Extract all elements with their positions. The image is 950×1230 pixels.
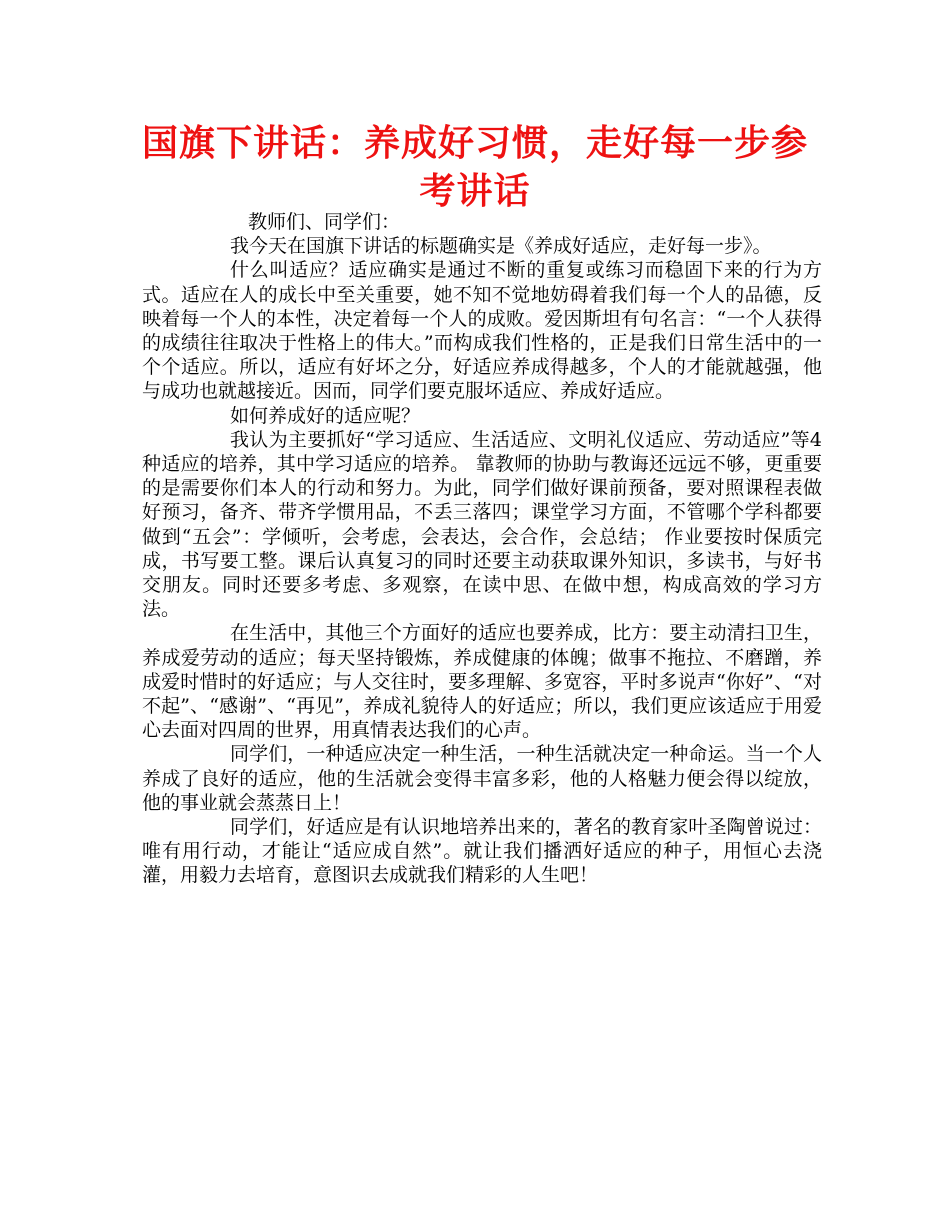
paragraph: 什么叫适应？适应确实是通过不断的重复或练习而稳固下来的行为方式。适应在人的成长中至关重要，她不知不觉地妨碍着我们每一个人的品德，反映着每一个人的本性，决定着每一个人的成败。爱因斯坦有句名言：“一个人获得的成绩往往取决于性格上的伟大。”而构成我们性格的，正是我们日常生活中的一个个适应。所以，适应有好坏之分，好适应养成得越多，个人的才能就越强，他与成功也就越接近。因而，同学们要克服坏适应、养成好适应。 <box>142 259 822 403</box>
paragraph: 我认为主要抓好“学习适应、生活适应、文明礼仪适应、劳动适应”等4种适应的培养，其中学习适应的培养。 靠教师的协助与教诲还远远不够，更重要的是需要你们本人的行动和努力。为此，同学们做好课前预备，要对照课程表做好预习，备齐、带齐学惯用品，不丢三落四；课堂学习方面，不管哪个学科都要做到“五会”：学倾听，会考虑，会表达，会合作，会总结； 作业要按时保质完成，书写要工整。课后认真复习的同时还要主动获取课外知识，多读书，与好书交朋友。同时还要多考虑、多观察，在读中思、在做中想，构成高效的学习方法。 <box>142 428 822 621</box>
paragraph: 如何养成好的适应呢？ <box>230 404 421 427</box>
paragraph: 同学们，一种适应决定一种生活，一种生活就决定一种命运。当一个人养成了良好的适应，他的生活就会变得丰富多彩，他的人格魅力便会得以绽放，他的事业就会蒸蒸日上！ <box>142 743 822 814</box>
paragraph: 我今天在国旗下讲话的标题确实是《养成好适应，走好每一步》。 <box>230 235 772 258</box>
paragraph: 同学们，好适应是有认识地培养出来的，著名的教育家叶圣陶曾说过：唯有用行动，才能让“适应成自然”。就让我们播洒好适应的种子，用恒心去浇灌，用毅力去培育，意图识去成就我们精彩的人生吧！ <box>142 816 822 887</box>
document-body <box>142 210 822 888</box>
document-title: 国旗下讲话：养成好习惯，走好每一步参考讲话 <box>141 123 808 212</box>
salutation: 教师们、同学们： <box>248 211 401 233</box>
paragraph: 在生活中，其他三个方面好的适应也要养成，比方：要主动清扫卫生，养成爱劳动的适应；每天坚持锻炼，养成健康的体魄；做事不拖拉、不磨蹭，养成爱时惜时的好适应；与人交往时，要多理解、多宽容，平时多说声“你好”、“对不起”、“感谢”、“再见”，养成礼貌待人的好适应；所以，我们更应该适应于用爱心去面对四周的世界，用真情表达我们的心声。 <box>142 622 822 742</box>
